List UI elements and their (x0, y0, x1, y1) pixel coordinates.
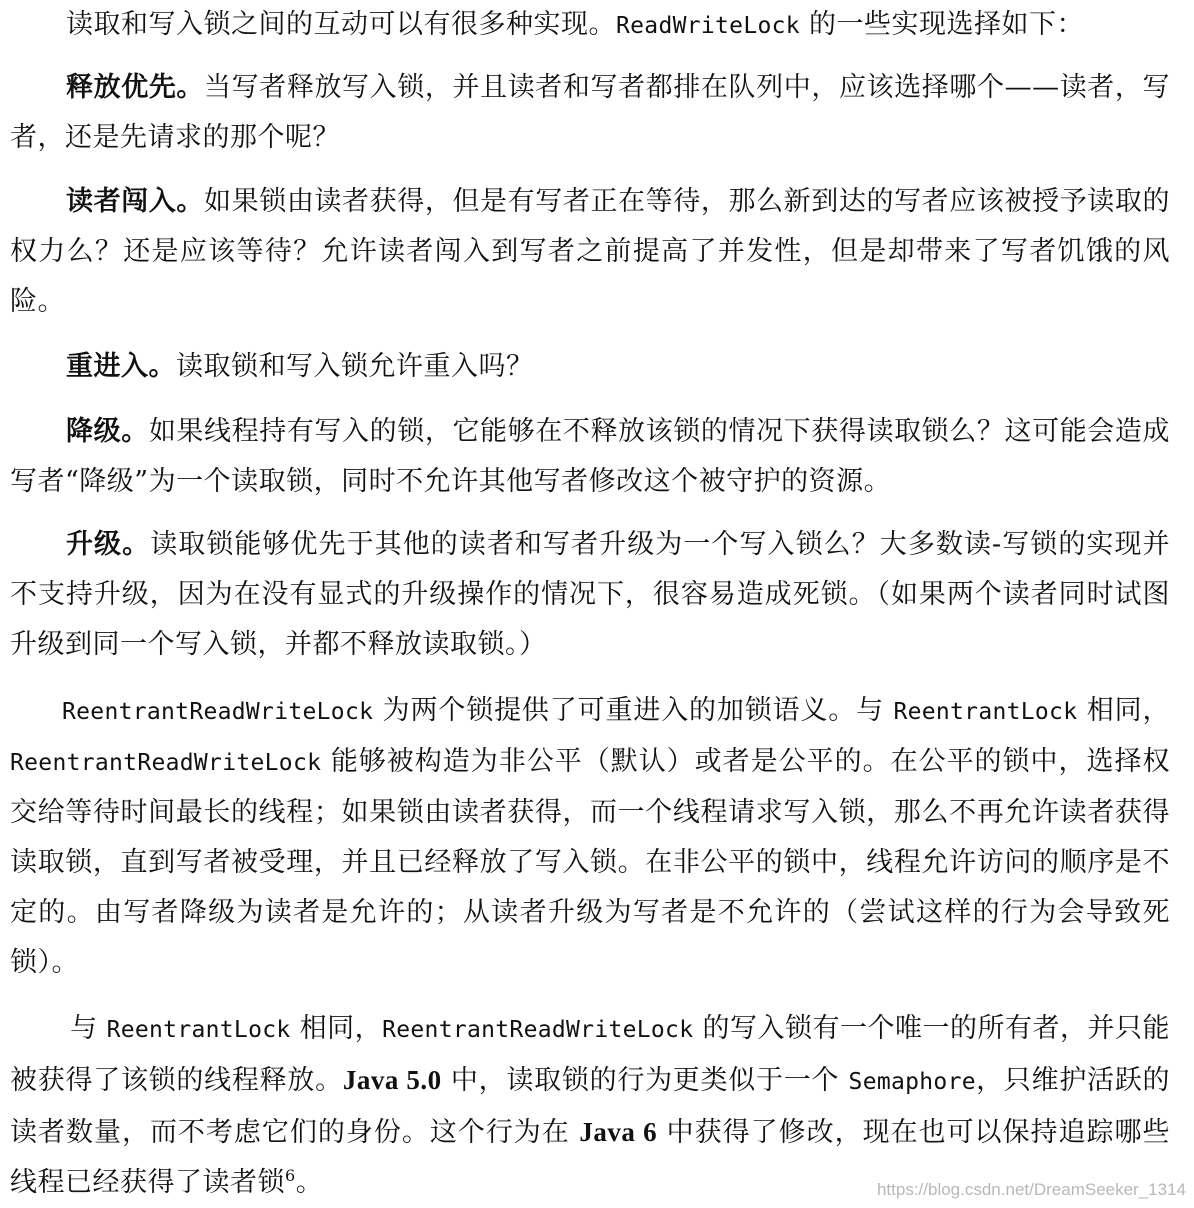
owner-text: 。 (295, 1167, 324, 1198)
option-upgrading (10, 520, 1170, 670)
java-version-6: Java 6 (579, 1117, 658, 1147)
code-semaphore: Semaphore (848, 1069, 976, 1095)
option-body: 读取锁和写入锁允许重入吗？ (176, 351, 534, 382)
owner-paragraph (10, 1004, 1170, 1208)
owner-text: 的写入锁有一个唯一的所有者，并只能被获得了该锁的线程释放。 (10, 1013, 1170, 1096)
owner-text: 与 (70, 1013, 107, 1044)
intro-text: 读取和写入锁之间的互动可以有很多种实现。 (66, 9, 616, 40)
owner-text: 中获得了修改，现在也可以保持追踪哪些线程已经获得了读者锁 (10, 1117, 1170, 1198)
option-title: 升级。 (66, 529, 151, 560)
option-downgrading (10, 407, 1170, 507)
option-body: 当写者释放写入锁，并且读者和写者都排在队列中，应该选择哪个——读者，写者，还是先请求的那个呢？ (10, 72, 1171, 153)
intro-code-readwritelock: ReadWriteLock (616, 13, 800, 39)
java-version-5: Java 5.0 (342, 1065, 442, 1095)
option-title: 读者闯入。 (66, 186, 205, 217)
reentrant-text: 相同， (1077, 695, 1170, 726)
option-title: 释放优先。 (66, 72, 205, 103)
intro-text-tail: 的一些实现选择如下： (799, 9, 1085, 40)
option-title: 重进入。 (66, 351, 176, 382)
footnote-marker: 6 (285, 1166, 296, 1185)
option-body: 如果线程持有写入的锁，它能够在不释放该锁的情况下获得读取锁么？这可能会造成写者“降级”为一个读取锁，同时不允许其他写者修改这个被守护的资源。 (10, 416, 1171, 497)
code-reentrantreadwritelock: ReentrantReadWriteLock (10, 750, 322, 776)
owner-text: ，只维护活跃的读者数量，而不考虑它们的身份。这个行为在 (10, 1065, 1171, 1148)
option-reentrancy (10, 342, 1170, 392)
owner-text: 相同， (290, 1013, 383, 1044)
reentrant-text: 为两个锁提供了可重进入的加锁语义。与 (373, 695, 894, 726)
option-body: 读取锁能够优先于其他的读者和写者升级为一个写入锁么？大多数读-写锁的实现并不支持升级，因为在没有显式的升级操作的情况下，很容易造成死锁。（如果两个读者同时试图升级到同一个写入锁，并都不释放读取锁。） (10, 529, 1171, 660)
code-reentrantreadwritelock: ReentrantReadWriteLock (62, 699, 374, 725)
intro-paragraph (10, 0, 1170, 51)
owner-text: 中，读取锁的行为更类似于一个 (441, 1065, 849, 1096)
code-reentrantlock: ReentrantLock (893, 699, 1078, 725)
option-body: 如果锁由读者获得，但是有写者正在等待，那么新到达的写者应该被授予读取的权力么？还是应该等待？允许读者闯入到写者之前提高了并发性，但是却带来了写者饥饿的风险。 (10, 186, 1171, 317)
reentrant-text: 能够被构造为非公平（默认）或者是公平的。在公平的锁中，选择权交给等待时间最长的线程；如果锁由读者获得，而一个线程请求写入锁，那么不再允许读者获得读取锁，直到写者被受理，并且已经释放了写入锁。在非公平的锁中，线程允许访问的顺序是不定的。由写者降级为读者是允许的；从读者升级为写者是不允许的（尝试这样的行为会导致死锁）。 (10, 746, 1170, 978)
reentrant-paragraph (10, 686, 1170, 988)
option-title: 降级。 (66, 416, 149, 447)
code-reentrantlock: ReentrantLock (106, 1017, 291, 1043)
code-reentrantreadwritelock: ReentrantReadWriteLock (382, 1017, 694, 1043)
option-release-priority (10, 63, 1170, 163)
watermark: https://blog.csdn.net/DreamSeeker_1314 (876, 1180, 1186, 1199)
option-reader-barging (10, 177, 1170, 327)
